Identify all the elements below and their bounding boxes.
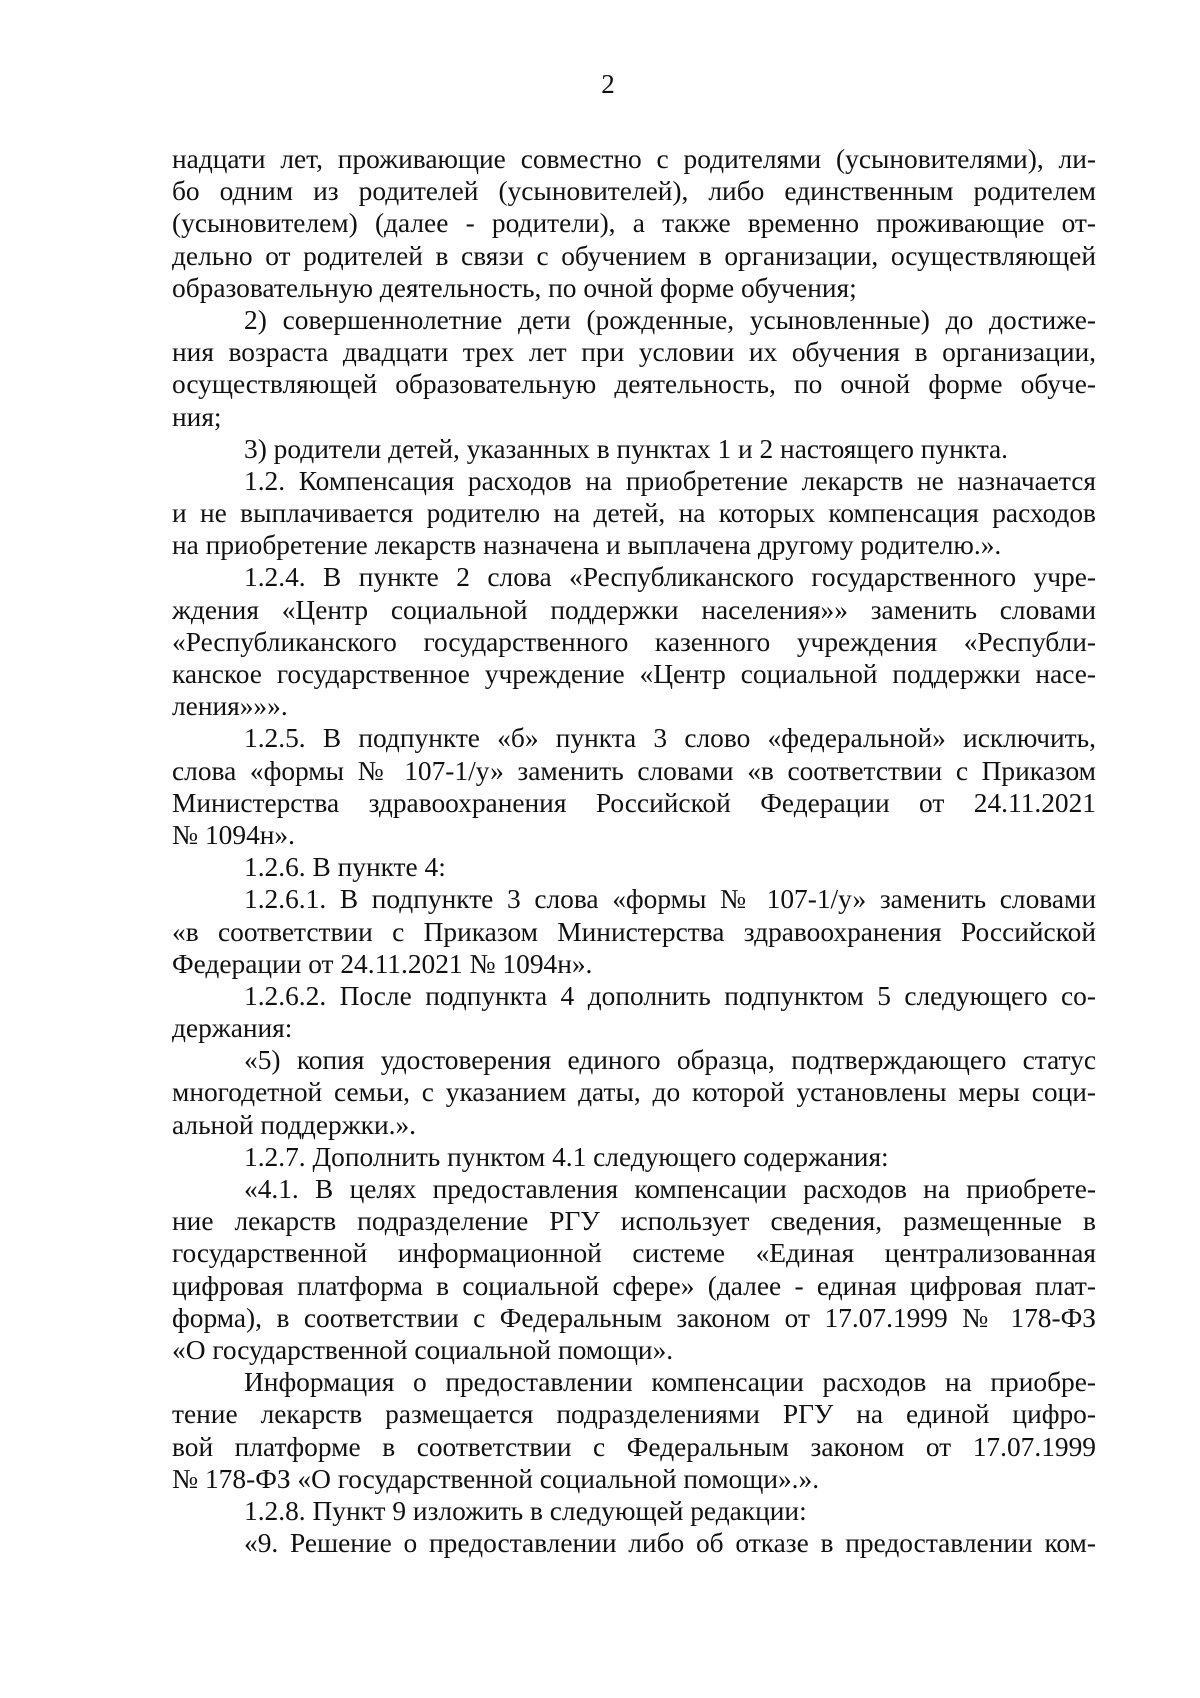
paragraph <box>172 1173 1096 1366</box>
text-line: ния возраста двадцати трех лет при условии их обучения в организации, <box>172 337 1096 368</box>
paragraph <box>172 143 1096 304</box>
text-line: 1.2.6. В пункте 4: <box>244 852 446 883</box>
text-line: Федерации от 24.11.2021 № 1094н». <box>172 948 593 979</box>
text-line: тение лекарств размещается подразделениями РГУ на единой цифро- <box>172 1399 1096 1430</box>
text-line: 2) совершеннолетние дети (рожденные, усыновленные) до достиже- <box>244 304 1096 335</box>
paragraph <box>172 561 1096 722</box>
text-line: 1.2.4. В пункте 2 слова «Республиканского государственного учре- <box>244 562 1096 593</box>
text-line: 1.2.6.2. После подпункта 4 дополнить подпунктом 5 следующего со- <box>244 980 1096 1011</box>
text-line: канское государственное учреждение «Центр социальной поддержки насе- <box>172 659 1096 689</box>
text-line: осуществляющей образовательную деятельность, по очной форме обуче- <box>172 369 1096 400</box>
text-line: вой платформе в соответствии с Федеральным законом от 17.07.1999 <box>172 1431 1096 1462</box>
text-line: образовательную деятельность, по очной форме обучения; <box>172 272 857 303</box>
paragraph <box>172 1527 1096 1559</box>
text-line: «9. Решение о предоставлении либо об отказе в предоставлении ком- <box>244 1528 1096 1559</box>
text-line: «в соответствии с Приказом Министерства здравоохранения Российской <box>172 916 1096 947</box>
paragraph <box>172 433 1096 465</box>
text-line: «5) копия удостоверения единого образца, подтверждающего статус <box>244 1045 1096 1076</box>
text-line: бо одним из родителей (усыновителей), либо единственным родителем <box>172 176 1096 207</box>
text-line: Министерства здравоохранения Российской Федерации от 24.11.2021 <box>172 787 1096 818</box>
text-line: 1.2.8. Пункт 9 изложить в следующей редакции: <box>244 1495 807 1526</box>
text-line: 1.2.7. Дополнить пунктом 4.1 следующего содержания: <box>244 1141 889 1172</box>
document-body <box>172 143 1096 1559</box>
text-line: ние лекарств подразделение РГУ использует сведения, размещенные в <box>172 1206 1096 1237</box>
text-line: цифровая платформа в социальной сфере» (далее - единая цифровая плат- <box>172 1270 1096 1301</box>
text-line: «4.1. В целях предоставления компенсации расходов на приобрете- <box>244 1174 1096 1204</box>
text-line: (усыновителем) (далее - родители), а также временно проживающие от- <box>172 208 1096 239</box>
text-line: «Республиканского государственного казенного учреждения «Республи- <box>172 626 1096 657</box>
text-line: государственной информационной системе «Единая централизованная <box>172 1238 1096 1269</box>
paragraph <box>172 465 1096 562</box>
text-line: надцати лет, проживающие совместно с родителями (усыновителями), ли- <box>172 144 1096 174</box>
paragraph <box>172 1141 1096 1173</box>
text-line: Информация о предоставлении компенсации расходов на приобре- <box>244 1367 1096 1398</box>
paragraph <box>172 883 1096 980</box>
text-line: ждения «Центр социальной поддержки населения»» заменить словами <box>172 594 1096 625</box>
paragraph <box>172 980 1096 1044</box>
text-line: форма), в соответствии с Федеральным законом от 17.07.1999 № 178-ФЗ <box>172 1302 1096 1333</box>
paragraph <box>172 304 1096 433</box>
text-line: дельно от родителей в связи с обучением в организации, осуществляющей <box>172 240 1096 271</box>
text-line: и не выплачивается родителю на детей, на которых компенсация расходов <box>172 498 1096 529</box>
text-line: № 1094н». <box>172 819 295 850</box>
text-line: альной поддержки.». <box>172 1109 416 1140</box>
text-line: «О государственной социальной помощи». <box>172 1334 674 1365</box>
text-line: ления»»». <box>172 691 288 722</box>
text-line: № 178-ФЗ «О государственной социальной помощи».». <box>172 1463 820 1494</box>
text-line: на приобретение лекарств назначена и выплачена другому родителю.». <box>172 530 1002 561</box>
text-line: 1.2. Компенсация расходов на приобретение лекарств не назначается <box>244 465 1096 496</box>
text-line: 1.2.5. В подпункте «б» пункта 3 слово «федеральной» исключить, <box>244 723 1096 754</box>
text-line: многодетной семьи, с указанием даты, до которой установлены меры соци- <box>172 1077 1096 1108</box>
text-line: держания: <box>172 1013 293 1044</box>
paragraph <box>172 1366 1096 1495</box>
paragraph <box>172 722 1096 851</box>
paragraph <box>172 851 1096 883</box>
paragraph <box>172 1495 1096 1527</box>
text-line: 1.2.6.1. В подпункте 3 слова «формы № 107-1/у» заменить словами <box>244 884 1096 915</box>
page-number: 2 <box>601 69 615 99</box>
paragraph <box>172 1044 1096 1141</box>
text-line: слова «формы № 107-1/у» заменить словами «в соответствии с Приказом <box>172 755 1096 786</box>
text-line: 3) родители детей, указанных в пунктах 1 и 2 настоящего пункта. <box>244 433 1009 464</box>
text-line: ния; <box>172 401 222 432</box>
